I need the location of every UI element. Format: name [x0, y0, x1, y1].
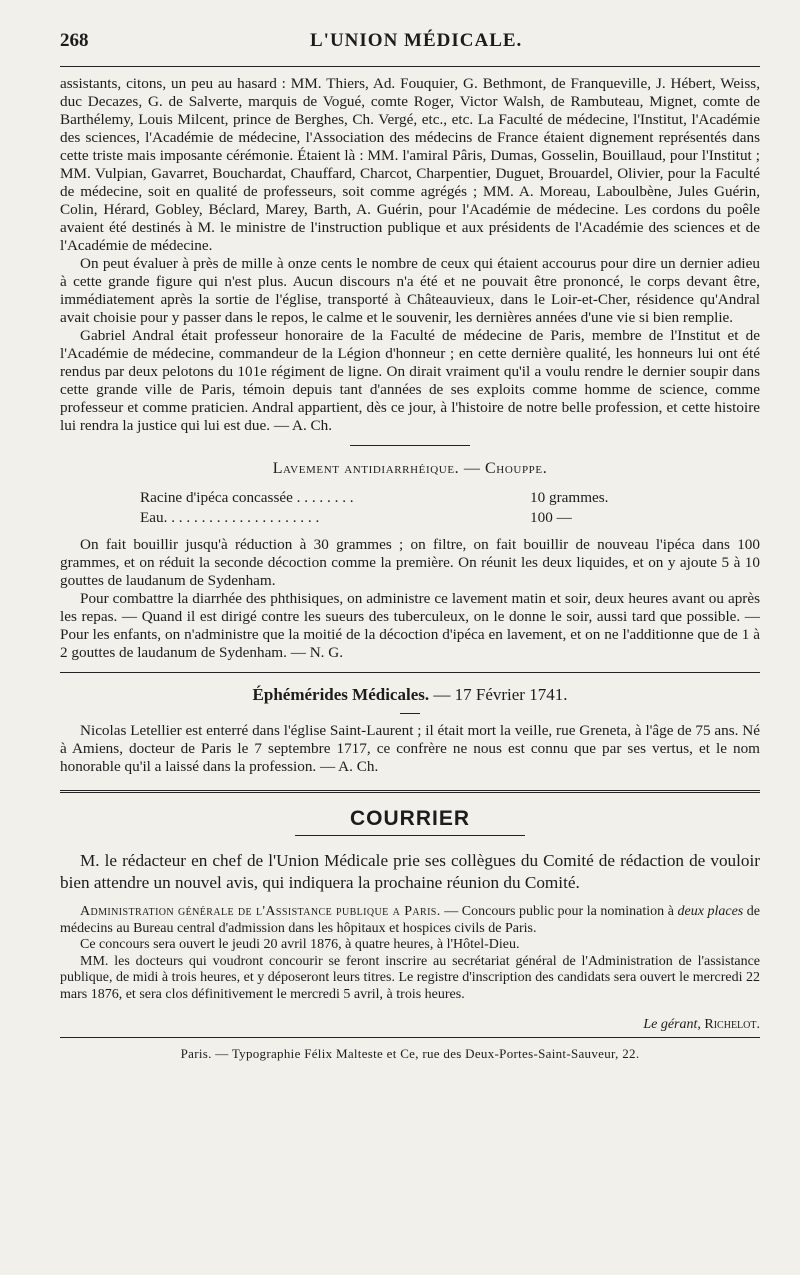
gerant-name: Richelot.	[704, 1017, 760, 1032]
courrier-title: COURRIER	[349, 807, 470, 830]
ingredient-name: Racine d'ipéca concassée . . . . . . . .	[140, 489, 354, 506]
ephemerides-heading	[60, 685, 760, 705]
ephemerides-text: Nicolas Letellier est enterré dans l'église Saint-Laurent ; il était mort la veille, rue Greneta, à l'âge de 75 ans. Né à Amiens, docteur de Paris le 7 septembre 1717, ce confrère ne nous est connu que par ses vertus, et le nom honorable qu'il a laissé dans la profession. — A. Ch.	[60, 722, 760, 775]
obituary-paragraph-1: assistants, citons, un peu au hasard : MM. Thiers, Ad. Fouquier, G. Bethmont, de Franqueville, J. Hébert, Weiss, duc Decazes, G. de Salverte, marquis de Vogué, comte Roger, Victor Walsh, de Rambuteau, Mignet, comte de Barthélemy, Louis Milcent, prince de Berghes, Ch. Vergé, etc., etc. La Faculté de médecine, l'Institut, l'Académie des sciences, l'Académie de médecine, l'Association des médecins de France étaient dignement représentés dans cette triste mais imposante cérémonie. Étaient là : MM. l'amiral Pâris, Dumas, Gosselin, Bouillaud, pour l'Institut ; MM. Vulpian, Gavarret, Bouchardat, Chauffard, Charcot, Charpentier, Duguet, Brouardel, Olivier, pour la Faculté de médecine, soit en qualité de professeurs, soit comme agrégés ; MM. A. Moreau, Laboulbène, Jules Guérin, Colin, Hérard, Gobley, Béclard, Marey, Barth, A. Guérin, pour l'Académie de médecine. Les cordons du poêle avaient été destinés à M. le ministre de l'instruction publique et aux présidents de l'Académie des sciences et de l'Académie de médecine.	[60, 75, 760, 254]
obituary-paragraph-2: On peut évaluer à près de mille à onze cents le nombre de ceux qui étaient accourus pour dire un dernier adieu à cette grande figure qui n'est plus. Aucun discours n'a été et ne pouvait être prononcé, le corps devant être, immédiatement après la sortie de l'église, transporté à Châteauvieux, dans le Loir-et-Cher, résidence qu'Andral avait choisie pour y passer dans le repos, le calme et le souvenir, les dernières années d'une vie si bien remplie.	[60, 255, 760, 326]
courrier-top-rule	[60, 790, 760, 795]
ingredient-quantity: 10 grammes.	[530, 489, 609, 506]
admin-paragraph-1	[60, 904, 760, 937]
gerant-line	[60, 1017, 760, 1033]
ingredient-quantity: 100 —	[530, 509, 572, 526]
obituary-paragraph-3: Gabriel Andral était professeur honoraire de la Faculté de médecine de Paris, membre de l'Institut et de l'Académie de médecine, commandeur de la Légion d'honneur ; en cette dernière qualité, les honneurs lui ont été rendus par deux pelotons du 101e régiment de ligne. On dirait vraiment qu'il a voulu rendre le dernier soupir dans cette grande ville de Paris, témoin depuis tant d'années de ses exploits comme homme de science, comme professeur et comme praticien. Andral appartient, dès ce jour, à l'histoire de notre belle profession, et cette histoire lui rendra la justice qui lui est due. — A. Ch.	[60, 327, 760, 434]
journal-title: L'UNION MÉDICALE.	[310, 30, 523, 51]
page-number: 268	[60, 30, 89, 51]
admin-text-a: — Concours public pour la nomination à	[440, 904, 678, 919]
courrier-underline	[295, 835, 525, 836]
gerant-label: Le gérant,	[643, 1017, 701, 1032]
printer-imprint: Paris. — Typographie Félix Malteste et Ce, rue des Deux-Portes-Saint-Sauveur, 22.	[180, 1046, 640, 1061]
lavement-paragraph-1: On fait bouillir jusqu'à réduction à 30 grammes ; on filtre, on fait bouillir de nouveau l'ipéca dans 100 grammes, et on réduit la seconde décoction comme la première. On réunit les deux liquides, et on y ajoute 5 à 10 gouttes de laudanum de Sydenham.	[60, 536, 760, 589]
ingredient-list	[140, 488, 760, 528]
ephemerides-title: Éphémérides Médicales.	[252, 685, 430, 704]
admin-paragraph-2: Ce concours sera ouvert le jeudi 20 avril 1876, à quatre heures, à l'Hôtel-Dieu.	[80, 937, 520, 952]
lavement-title: Lavement antidiarrhéique. — Chouppe.	[272, 460, 548, 477]
admin-emphasis: deux places	[677, 904, 744, 919]
running-head	[60, 30, 760, 60]
header-rule	[60, 66, 760, 67]
ingredient-row	[140, 488, 760, 508]
footer-rule	[60, 1037, 760, 1038]
ephemerides-top-rule	[60, 672, 760, 673]
admin-text-b: de médecins au Bureau central d'admission dans les hôpitaux et hospices civils de Paris.	[60, 904, 760, 936]
admin-paragraph-3: MM. les docteurs qui voudront concourir se feront inscrire au secrétariat général de l'Administration de l'assistance publique, de midi à trois heures, et y déposeront leurs titres. Le registre d'inscription des candidats sera ouvert le mercredi 22 mars 1876, et sera clos définitivement le mercredi 5 avril, à trois heures.	[60, 953, 760, 1002]
section-divider	[350, 445, 470, 446]
lavement-paragraph-2: Pour combattre la diarrhée des phthisiques, on administre ce lavement matin et soir, deux heures avant ou après les repas. — Quand il est dirigé contre les sueurs des tuberculeux, on le donne le soir, aussi tard que possible. — Pour les enfants, on n'administre que la moitié de la décoction d'ipéca en lavement, et on ne l'additionne que de 1 à 2 gouttes de laudanum de Sydenham. — N. G.	[60, 590, 760, 661]
courrier-lead: M. le rédacteur en chef de l'Union Médicale prie ses collègues du Comité de rédaction de vouloir bien attendre un nouvel avis, qui indiquera la prochaine réunion du Comité.	[60, 851, 760, 892]
ingredient-row	[140, 508, 760, 528]
ephemerides-rule	[400, 713, 420, 714]
ingredient-name: Eau. . . . . . . . . . . . . . . . . . . . .	[140, 509, 320, 526]
ephemerides-date: — 17 Février 1741.	[433, 685, 568, 704]
admin-heading: Administration générale de l'Assistance publique a Paris.	[80, 904, 441, 919]
